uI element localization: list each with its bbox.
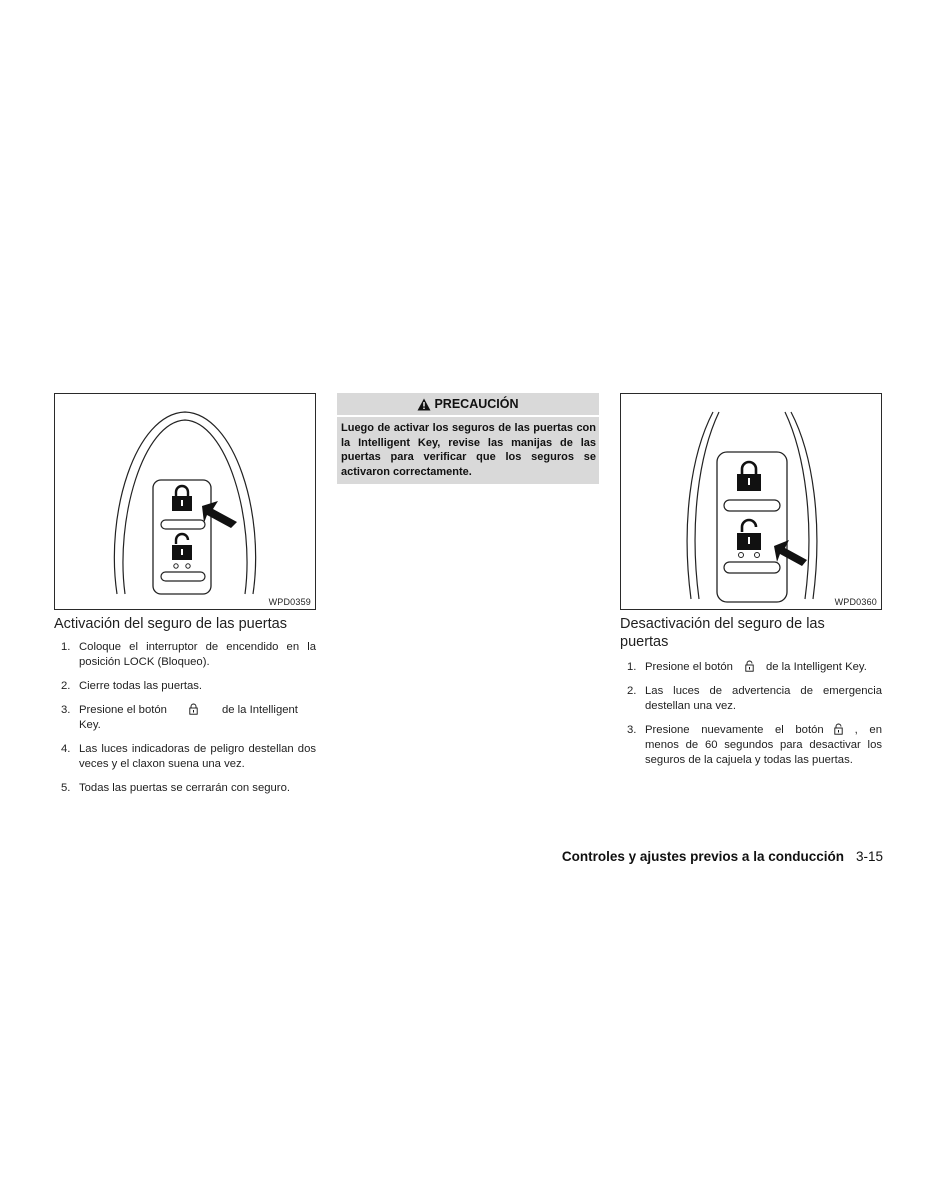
page-footer xyxy=(562,849,883,864)
list-item: 3. Presione el botón de la Intelligent Key. xyxy=(61,704,298,731)
unlock-steps-list xyxy=(620,660,882,777)
arrow-icon xyxy=(202,501,237,528)
intelligent-key-unlock-illustration xyxy=(621,394,883,611)
list-item: 1. Coloque el interruptor de encendido en la posición LOCK (Bloqueo). xyxy=(61,641,316,668)
list-item: 3. Presione nuevamente el botón , en menos de 60 segundos para desactivar los seguros de la cajuela y todas las puertas. xyxy=(627,724,882,766)
list-item: 1. Presione el botón de la Intelligent Key. xyxy=(627,661,867,673)
lock-steps-list xyxy=(54,640,316,805)
caution-title: PRECAUCIÓN xyxy=(434,397,519,411)
lock-icon xyxy=(172,486,192,511)
list-item: 5. Todas las puertas se cerrarán con seguro. xyxy=(61,782,290,794)
unlock-button-icon xyxy=(745,660,754,672)
section-heading-lock: Activación del seguro de las puertas xyxy=(54,616,287,632)
figure-code: WPD0360 xyxy=(834,597,877,607)
footer-section-title: Controles y ajustes previos a la conducción xyxy=(561,849,844,864)
warning-triangle-icon xyxy=(417,398,431,411)
caution-text: Luego de activar los seguros de las puertas con la Intelligent Key, revise las manijas de las puertas para verificar que los seguros se activaron correctamente. xyxy=(341,422,596,478)
unlock-button-icon xyxy=(834,723,843,735)
unlock-icon xyxy=(172,534,192,560)
unlock-icon xyxy=(737,520,761,550)
figure-code: WPD0359 xyxy=(268,597,311,607)
list-item: 2. Las luces de advertencia de emergencia destellan una vez. xyxy=(627,685,882,712)
list-item: 4. Las luces indicadoras de peligro destellan dos veces y el claxon suena una vez. xyxy=(61,743,316,770)
lock-icon xyxy=(737,462,761,491)
caution-header xyxy=(337,393,599,417)
intelligent-key-lock-illustration xyxy=(55,394,317,611)
arrow-icon xyxy=(774,540,807,566)
figure-lock-activation xyxy=(54,393,316,610)
page-number: 3-15 xyxy=(855,849,883,864)
section-heading-unlock: Desactivación del seguro de las puertas xyxy=(620,616,825,650)
list-item: 2. Cierre todas las puertas. xyxy=(61,680,203,692)
figure-unlock-deactivation xyxy=(620,393,882,610)
lock-button-icon xyxy=(189,703,198,715)
caution-box xyxy=(337,393,599,484)
